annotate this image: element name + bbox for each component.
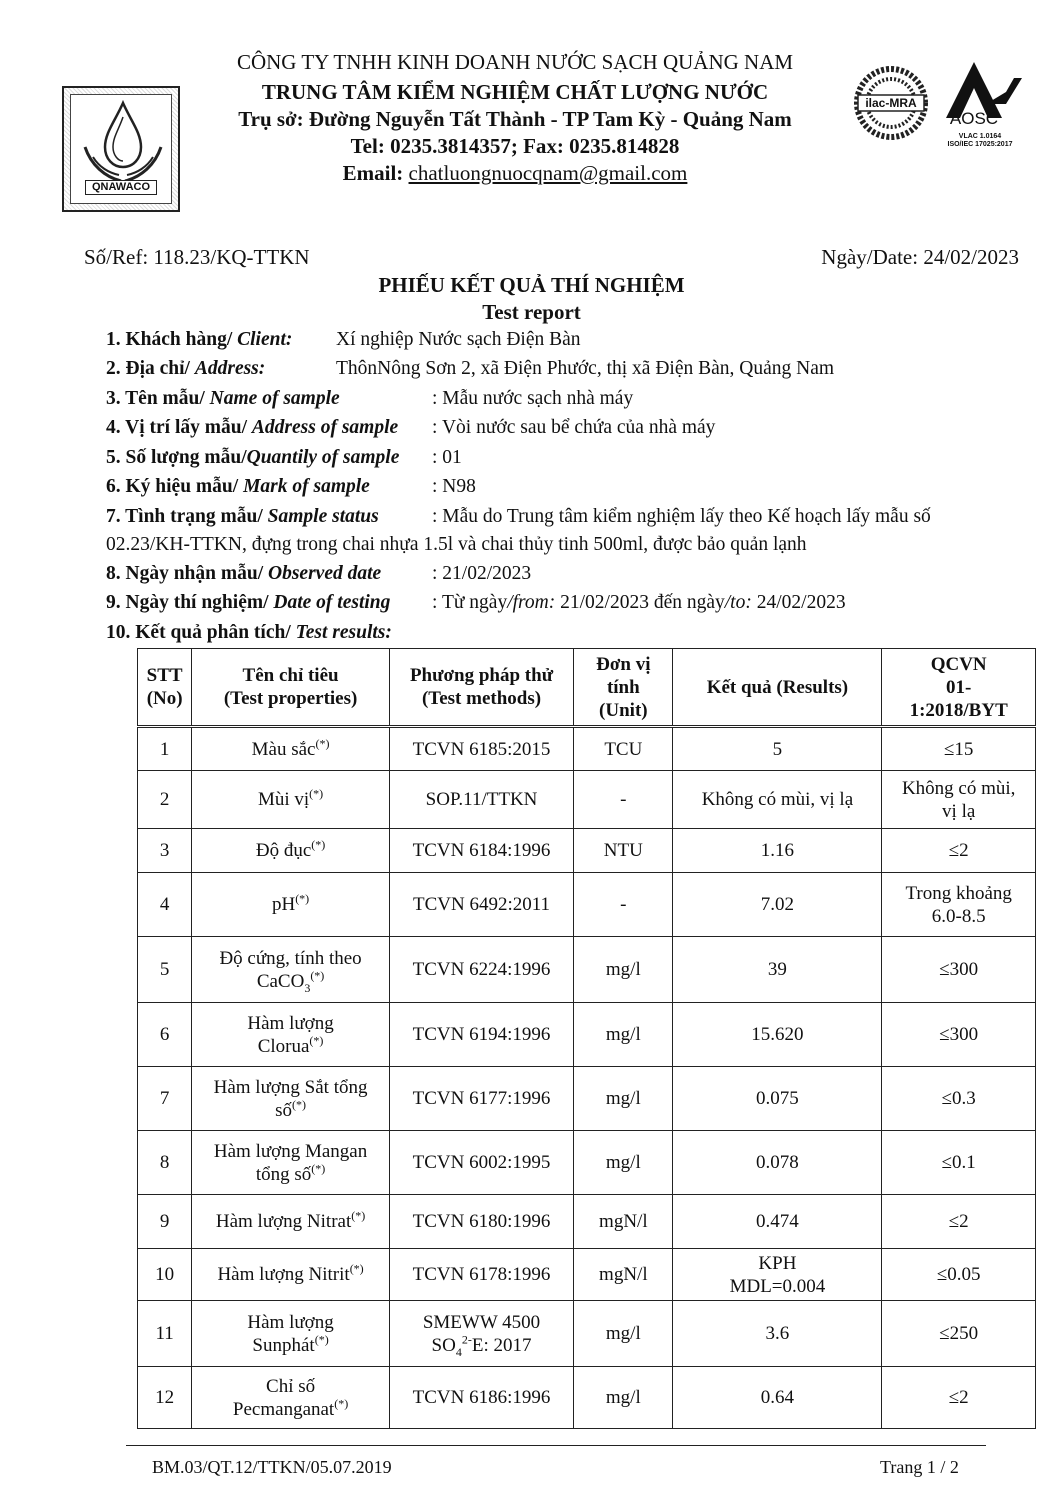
cell-method: TCVN 6180:1996: [389, 1195, 573, 1249]
cell-no: 3: [138, 829, 192, 873]
company-address: Trụ sở: Đường Nguyễn Tất Thành - TP Tam Kỳ - Quảng Nam: [238, 107, 792, 131]
table-row: [138, 1067, 1036, 1131]
cell-result: 39: [673, 937, 882, 1003]
col-header-qcvn: QCVN 01- 1:2018/BYT: [882, 649, 1036, 727]
cell-limit: Trong khoảng 6.0-8.5: [882, 873, 1036, 937]
cell-name: Hàm lượng Sắt tổng số(*): [192, 1067, 390, 1131]
cell-limit: ≤0.1: [882, 1131, 1036, 1195]
cell-no: 12: [138, 1367, 192, 1429]
sample-name-value: : Mẫu nước sạch nhà máy: [432, 388, 634, 409]
client-value: Xí nghiệp Nước sạch Điện Bàn: [336, 329, 581, 350]
cell-limit: ≤300: [882, 1003, 1036, 1067]
cell-limit: ≤2: [882, 829, 1036, 873]
cell-name: Độ cứng, tính theo CaCO$_3$(*): [192, 937, 390, 1003]
cell-no: 1: [138, 727, 192, 771]
aosc-sub1: VLAC 1.0164: [958, 133, 1002, 140]
info-observed-date: 8. Ngày nhận mẫu/ Observed date : 21/02/2023: [106, 563, 532, 584]
cell-name: Mùi vị(*): [192, 771, 390, 829]
page-number: Trang 1 / 2: [880, 1457, 959, 1477]
col-header-result: Kết quả (Results): [673, 649, 882, 727]
email-label: Email:: [342, 161, 409, 185]
info-address: 2. Địa chỉ/ Address: ThônNông Sơn 2, xã Điện Phước, thị xã Điện Bàn, Quảng Nam: [106, 358, 835, 379]
cell-name: Hàm lượng Sunphát(*): [192, 1301, 390, 1367]
report-date: Ngày/Date: 24/02/2023: [821, 245, 1019, 269]
table-row: [138, 771, 1036, 829]
cell-result: 0.078: [673, 1131, 882, 1195]
cell-result: 0.64: [673, 1367, 882, 1429]
cell-unit: mgN/l: [574, 1195, 673, 1249]
col-header-stt: STT (No): [138, 649, 192, 727]
table-header-row: [138, 649, 1036, 727]
cell-limit: ≤300: [882, 937, 1036, 1003]
info-test-results: 10. Kết quả phân tích/ Test results:: [106, 622, 392, 643]
cell-method: TCVN 6194:1996: [389, 1003, 573, 1067]
footer-divider: [126, 1445, 986, 1446]
table-row: [138, 727, 1036, 771]
cell-no: 11: [138, 1301, 192, 1367]
sample-mark-value: : N98: [432, 476, 476, 497]
cell-limit: ≤2: [882, 1195, 1036, 1249]
cell-result: 15.620: [673, 1003, 882, 1067]
sample-status-continued: 02.23/KH-TTKN, đựng trong chai nhựa 1.5l và chai thủy tinh 500ml, được bảo quản lạnh: [106, 534, 807, 555]
sample-status-value: : Mẫu do Trung tâm kiểm nghiệm lấy theo Kế hoạch lấy mẫu số: [432, 506, 931, 527]
cell-no: 5: [138, 937, 192, 1003]
cell-no: 4: [138, 873, 192, 937]
sample-quantity-value: : 01: [432, 447, 462, 468]
cell-unit: mg/l: [574, 1301, 673, 1367]
cell-name: Hàm lượng Clorua(*): [192, 1003, 390, 1067]
cell-unit: mg/l: [574, 1003, 673, 1067]
cell-no: 6: [138, 1003, 192, 1067]
cell-name: Độ đục(*): [192, 829, 390, 873]
cell-unit: mg/l: [574, 1131, 673, 1195]
ilac-mra-icon: [854, 62, 928, 144]
cell-name: pH(*): [192, 873, 390, 937]
table-row: [138, 873, 1036, 937]
reference-number: Số/Ref: 118.23/KQ-TTKN: [84, 245, 310, 269]
cell-result: 3.6: [673, 1301, 882, 1367]
results-table: [137, 648, 1036, 1429]
cell-unit: NTU: [574, 829, 673, 873]
cell-unit: mg/l: [574, 1367, 673, 1429]
testing-date-value: : Từ ngày/from: 21/02/2023 đến ngày/to: 24/02/2023: [432, 592, 846, 613]
cell-unit: -: [574, 771, 673, 829]
cell-result: 1.16: [673, 829, 882, 873]
table-row: [138, 937, 1036, 1003]
cell-no: 7: [138, 1067, 192, 1131]
cell-limit: Không có mùi, vị lạ: [882, 771, 1036, 829]
cell-unit: TCU: [574, 727, 673, 771]
cell-unit: mg/l: [574, 1067, 673, 1131]
sample-location-value: : Vòi nước sau bể chứa của nhà máy: [432, 417, 716, 438]
aosc-text: AOSC: [949, 109, 999, 128]
cell-limit: ≤0.3: [882, 1067, 1036, 1131]
info-sample-mark: 6. Ký hiệu mẫu/ Mark of sample : N98: [106, 476, 476, 497]
table-row: [138, 1367, 1036, 1429]
col-header-name: Tên chỉ tiêu (Test properties): [192, 649, 390, 727]
cell-result: KPH MDL=0.004: [673, 1249, 882, 1301]
info-sample-quantity: 5. Số lượng mẫu/Quantily of sample : 01: [106, 447, 462, 468]
cell-unit: mg/l: [574, 937, 673, 1003]
address-value: ThônNông Sơn 2, xã Điện Phước, thị xã Điện Bàn, Quảng Nam: [336, 358, 835, 379]
cell-no: 8: [138, 1131, 192, 1195]
table-row: [138, 829, 1036, 873]
cell-name: Hàm lượng Mangan tổng số(*): [192, 1131, 390, 1195]
table-row: [138, 1301, 1036, 1367]
cell-no: 2: [138, 771, 192, 829]
cell-limit: ≤0.05: [882, 1249, 1036, 1301]
cell-result: 0.474: [673, 1195, 882, 1249]
cell-name: Hàm lượng Nitrat(*): [192, 1195, 390, 1249]
cell-method: TCVN 6177:1996: [389, 1067, 573, 1131]
cell-limit: ≤250: [882, 1301, 1036, 1367]
table-row: [138, 1249, 1036, 1301]
col-header-unit: Đơn vị tính (Unit): [574, 649, 673, 727]
form-code: BM.03/QT.12/TTKN/05.07.2019: [152, 1457, 392, 1477]
cell-no: 10: [138, 1249, 192, 1301]
cell-method: TCVN 6224:1996: [389, 937, 573, 1003]
aosc-icon: [934, 58, 1026, 150]
cell-name: Chỉ số Pecmanganat(*): [192, 1367, 390, 1429]
cell-name: Hàm lượng Nitrit(*): [192, 1249, 390, 1301]
cell-method: SMEWW 4500 $SO_4^{2-}E$: 2017: [389, 1301, 573, 1367]
table-row: [138, 1003, 1036, 1067]
ilac-mra-logo: [854, 62, 928, 144]
cell-result: 7.02: [673, 873, 882, 937]
email-link[interactable]: chatluongnuocqnam@gmail.com: [408, 161, 688, 185]
cell-result: 5: [673, 727, 882, 771]
info-client: 1. Khách hàng/ Client: Xí nghiệp Nước sạch Điện Bàn: [106, 329, 581, 350]
report-title-en: Test report: [482, 300, 581, 324]
company-logo: [62, 86, 180, 212]
cell-method: TCVN 6185:2015: [389, 727, 573, 771]
cell-limit: ≤15: [882, 727, 1036, 771]
info-sample-location: 4. Vị trí lấy mẫu/ Address of sample : Vòi nước sau bể chứa của nhà máy: [106, 417, 716, 438]
logo-label: QNAWACO: [85, 180, 157, 195]
cell-method: TCVN 6178:1996: [389, 1249, 573, 1301]
col-header-method: Phương pháp thử (Test methods): [389, 649, 573, 727]
cell-result: 0.075: [673, 1067, 882, 1131]
cell-limit: ≤2: [882, 1367, 1036, 1429]
cell-method: TCVN 6184:1996: [389, 829, 573, 873]
cell-method: TCVN 6002:1995: [389, 1131, 573, 1195]
table-row: [138, 1195, 1036, 1249]
aosc-logo: [934, 58, 1026, 150]
center-name: TRUNG TÂM KIỂM NGHIỆM CHẤT LƯỢNG NƯỚC: [261, 80, 769, 104]
report-title-vn: PHIẾU KẾT QUẢ THÍ NGHIỆM: [378, 273, 685, 297]
cell-name: Màu sắc(*): [192, 727, 390, 771]
cell-method: SOP.11/TTKN: [389, 771, 573, 829]
cell-no: 9: [138, 1195, 192, 1249]
info-sample-status: 7. Tình trạng mẫu/ Sample status : Mẫu do Trung tâm kiểm nghiệm lấy theo Kế hoạch lấy mẫu số: [106, 506, 931, 527]
table-row: [138, 1131, 1036, 1195]
ilac-text: ilac-MRA: [865, 96, 917, 110]
company-email-line: [170, 161, 860, 186]
company-phone: Tel: 0235.3814357; Fax: 0235.814828: [350, 134, 680, 158]
info-testing-date: 9. Ngày thí nghiệm/ Date of testing : Từ ngày/from: 21/02/2023 đến ngày/to: 24/02/2023: [106, 592, 846, 613]
observed-date-value: : 21/02/2023: [432, 563, 532, 584]
aosc-sub2: ISO/IEC 17025:2017: [947, 141, 1013, 148]
cell-result: Không có mùi, vị lạ: [673, 771, 882, 829]
cell-unit: -: [574, 873, 673, 937]
cell-method: TCVN 6492:2011: [389, 873, 573, 937]
cell-unit: mgN/l: [574, 1249, 673, 1301]
info-sample-name: 3. Tên mẫu/ Name of sample : Mẫu nước sạch nhà máy: [106, 388, 634, 409]
cell-method: TCVN 6186:1996: [389, 1367, 573, 1429]
company-name: CÔNG TY TNHH KINH DOANH NƯỚC SẠCH QUẢNG NAM: [236, 50, 794, 74]
